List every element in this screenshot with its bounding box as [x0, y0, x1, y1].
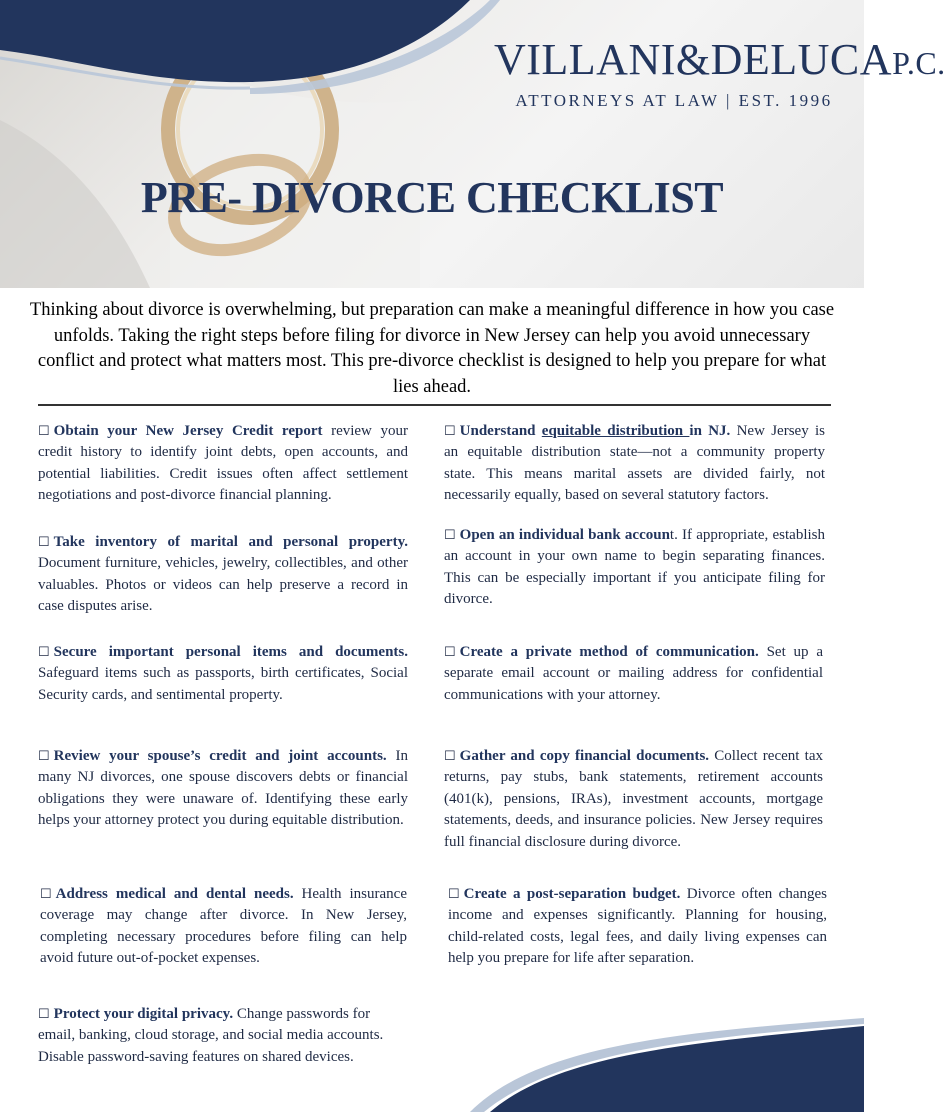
item-heading: Create a private method of communication. [459, 644, 759, 660]
checklist-item-property-inventory [38, 531, 408, 618]
checklist-item-private-communication [444, 641, 823, 706]
checklist-item-bank-account [444, 524, 825, 611]
page-title: PRE- DIVORCE CHECKLIST [140, 173, 724, 222]
checkbox-icon[interactable]: ☐ [444, 748, 456, 763]
checkbox-icon[interactable]: ☐ [38, 423, 50, 438]
item-heading: Take inventory of marital and personal property. [53, 534, 408, 550]
checklist-item-secure-documents [38, 641, 408, 706]
logo-tagline: ATTORNEYS AT LAW | EST. 1996 [515, 91, 833, 110]
checkbox-icon[interactable]: ☐ [38, 1006, 50, 1021]
item-heading: Create a post-separation budget. [463, 886, 681, 902]
item-body: Health insurance coverage may change after divorce. In New Jersey, completing necessary procedures before filing can help avoid future out-of-pocket expenses. [40, 886, 407, 967]
checklist-item-spouse-credit [38, 745, 408, 832]
item-body: t. If appropriate, establish an account in your own name to begin separating finances. This can be especially important if you anticipate filing for divorce. [444, 527, 826, 608]
item-body: Change passwords for email, banking, cloud storage, and social media accounts. Disable password-saving features on shared devices. [38, 1006, 384, 1065]
item-heading-suffix: in NJ. [689, 423, 731, 439]
item-heading: Protect your digital privacy. [53, 1006, 234, 1022]
item-body: New Jersey is an equitable distribution state—not a community property state. This means marital assets are divided fairly, not necessarily equally, based on several statutory factors. [444, 423, 825, 504]
logo-name-villani: VILLANI [494, 35, 676, 84]
item-body: Collect recent tax returns, pay stubs, bank statements, retirement accounts (401(k), pensions, IRAs), investment accounts, mortgage statements, deeds, and insurance policies. New Jersey requires full financial disclosure during divorce. [444, 748, 823, 850]
item-body: Document furniture, vehicles, jewelry, collectibles, and other valuables. Photos or videos can help preserve a record in case disputes arise. [38, 555, 408, 615]
item-body: review your credit history to identify joint debts, open accounts, and potential liabilities. Credit issues often affect settlement negotiations and post-divorce financial planning. [38, 423, 408, 504]
item-body: Divorce often changes income and expenses significantly. Planning for housing, child-related costs, legal fees, and daily living expenses can help you prepare for life after separation. [448, 886, 827, 967]
item-heading: Address medical and dental needs. [55, 886, 294, 902]
checklist-item-medical-dental [40, 883, 407, 970]
item-heading: Gather and copy financial documents. [459, 748, 710, 764]
intro-paragraph: Thinking about divorce is overwhelming, but preparation can make a meaningful difference in how you case unfolds. Taking the right steps before filing for divorce in New Jersey can help you avoid unnecessary conflict and protect what matters most. This pre-divorce checklist is designed to help you prepare for what lies ahead. [29, 300, 835, 397]
checkbox-icon[interactable]: ☐ [444, 644, 456, 659]
logo-name-deluca: DELUCA [710, 35, 893, 84]
logo-ampersand: & [675, 35, 711, 84]
item-body: In many NJ divorces, one spouse discovers debts or financial obligations they were unaware of. Identifying these early helps your attorney protect you during equitable distribution. [38, 748, 408, 829]
logo-pc: P.C. [892, 45, 946, 81]
footer-wave-decoration [0, 1012, 864, 1112]
checkbox-icon[interactable]: ☐ [38, 534, 50, 549]
divider [38, 404, 831, 406]
checklist-item-equitable-distribution [444, 420, 825, 507]
equitable-distribution-link[interactable]: equitable distribution [541, 423, 690, 439]
item-heading: Review your spouse’s credit and joint accounts. [53, 748, 387, 764]
checkbox-icon[interactable]: ☐ [444, 423, 456, 438]
checkbox-icon[interactable]: ☐ [448, 886, 460, 901]
checkbox-icon[interactable]: ☐ [444, 527, 456, 542]
item-body: Set up a separate email account or mailing address for confidential communications with your attorney. [444, 644, 823, 703]
item-heading: Secure important personal items and documents. [53, 644, 408, 660]
header-banner [0, 0, 946, 288]
item-body: Safeguard items such as passports, birth certificates, Social Security cards, and sentimental property. [38, 665, 408, 703]
firm-logo [494, 35, 946, 111]
checklist-item-financial-documents [444, 745, 823, 853]
checklist-item-credit-report [38, 420, 408, 507]
checkbox-icon[interactable]: ☐ [40, 886, 52, 901]
item-heading: Understand [459, 423, 542, 439]
checklist-item-budget [448, 883, 827, 970]
item-heading: Open an individual bank accoun [459, 527, 670, 543]
checkbox-icon[interactable]: ☐ [38, 644, 50, 659]
item-heading: Obtain your New Jersey Credit report [53, 423, 323, 439]
checkbox-icon[interactable]: ☐ [38, 748, 50, 763]
